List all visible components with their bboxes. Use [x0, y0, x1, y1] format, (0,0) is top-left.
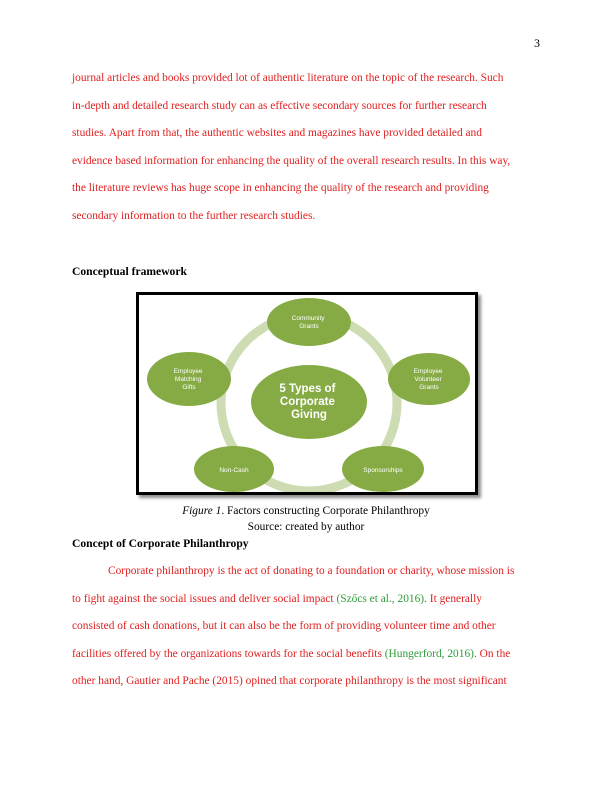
- concept-text: . On the: [473, 647, 511, 660]
- figure-frame: [136, 292, 478, 495]
- concept-line: Corporate philanthropy is the act of donating to a foundation or charity, whose mission is: [108, 565, 515, 577]
- intro-paragraph: [72, 65, 540, 230]
- section-heading-conceptual-framework: Conceptual framework: [72, 265, 187, 278]
- citation-szocs: (Szőcs et al., 2016): [336, 592, 425, 605]
- citation-hungerford: (Hungerford, 2016): [384, 647, 474, 660]
- concept-line: other hand, Gautier and Pache (2015) opined that corporate philanthropy is the most significant: [72, 675, 507, 687]
- concept-line: consisted of cash donations, but it can also be the form of providing volunteer time and other: [72, 620, 496, 632]
- corporate-giving-diagram: [139, 295, 475, 492]
- figure-caption: [72, 505, 540, 517]
- node-non-cash-label: Non-Cash: [219, 467, 249, 474]
- intro-line: the literature reviews has huge scope in enhancing the quality of the research and providing: [72, 182, 489, 194]
- concept-line: [72, 586, 540, 614]
- node-employee-volunteer-grants-label: Employee Volunteer Grants: [413, 368, 443, 391]
- figure-source: Source: created by author: [247, 521, 365, 533]
- intro-line: secondary information to the further research studies.: [72, 209, 316, 222]
- node-community-grants: [267, 298, 351, 346]
- concept-text: facilities offered by the organizations towards for the social benefits: [72, 647, 385, 660]
- page-number: 3: [534, 36, 540, 50]
- concept-paragraph: [72, 558, 540, 696]
- node-sponsorships-label: Sponsorships: [363, 467, 403, 474]
- intro-line: journal articles and books provided lot of authentic literature on the topic of the research. Such: [72, 72, 504, 84]
- node-community-grants-label: Community Grants: [291, 315, 325, 330]
- node-employee-matching-gifts-label: Employee Matching Gifts: [173, 368, 203, 391]
- intro-line: in-depth and detailed research study can as effective secondary sources for further research: [72, 99, 487, 112]
- figure-caption-label: Figure 1: [182, 505, 222, 517]
- figure-caption-text: . Factors constructing Corporate Philanthropy: [221, 505, 430, 517]
- concept-text: . It generally: [424, 592, 482, 605]
- center-label: 5 Types of Corporate Giving: [279, 383, 336, 421]
- concept-text: to fight against the social issues and deliver social impact: [72, 592, 337, 605]
- section-heading-concept-of-corporate-philanthropy: Concept of Corporate Philanthropy: [72, 537, 249, 550]
- intro-line: evidence based information for enhancing the quality of the overall research results. In this way,: [72, 154, 511, 167]
- concept-line: [72, 641, 540, 669]
- intro-line: studies. Apart from that, the authentic websites and magazines have provided detailed and: [72, 127, 482, 139]
